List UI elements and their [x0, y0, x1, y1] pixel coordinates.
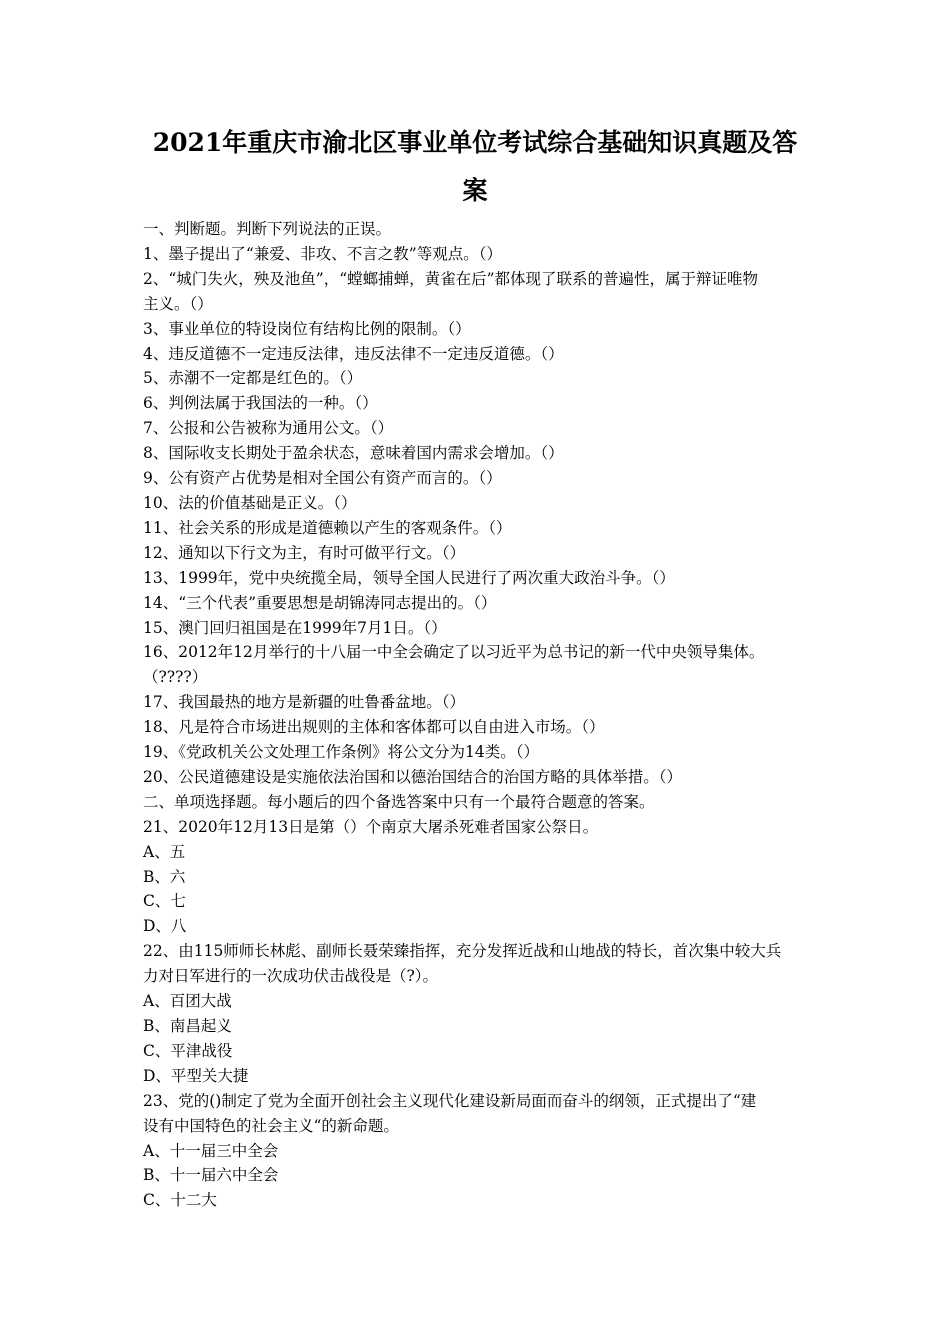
text-line: 21、2020年12月13日是第（）个南京大屠杀死难者国家公祭日。: [143, 817, 599, 836]
text-line: 4、违反道德不一定违反法律，违反法律不一定违反道德。（）: [143, 344, 564, 363]
text-line: 设有中国特色的社会主义“的新命题。: [143, 1116, 399, 1135]
text-line: 20、公民道德建设是实施依法治国和以德治国结合的治国方略的具体举措。（）: [143, 767, 682, 786]
text-line: 主义。（）: [143, 294, 213, 313]
text-line: 6、判例法属于我国法的一种。（）: [143, 394, 378, 413]
text-line: B、南昌起义: [143, 1017, 232, 1035]
text-line: D、八: [143, 917, 187, 936]
document-title-line-2: 案: [462, 176, 488, 205]
text-line: 5、赤潮不一定都是红色的。（）: [143, 369, 363, 388]
text-line: 22、由115师师长林彪、副师长聂荣臻指挥，充分发挥近战和山地战的特长，首次集中较大兵: [143, 942, 782, 961]
text-line: 一、判断题。判断下列说法的正误。: [143, 220, 392, 238]
text-line: A、十一届三中全会: [143, 1141, 279, 1160]
text-line: B、十一届六中全会: [143, 1166, 279, 1185]
text-line: 9、公有资产占优势是相对全国公有资产而言的。（）: [143, 469, 502, 488]
text-line: C、七: [143, 892, 186, 911]
text-line: 14、“三个代表”重要思想是胡锦涛同志提出的。（）: [143, 593, 497, 612]
text-line: 16、2012年12月举行的十八届一中全会确定了以习近平为总书记的新一代中央领导集体。: [143, 643, 765, 662]
text-line: 12、通知以下行文为主，有时可做平行文。（）: [143, 543, 465, 562]
text-line: 2、“城门失火，殃及池鱼”，“螳螂捕蝉，黄雀在后”都体现了联系的普遍性，属于辩证唯物: [143, 269, 759, 288]
text-line: A、百团大战: [143, 992, 232, 1011]
text-line: A、五: [143, 842, 186, 861]
text-line: D、平型关大捷: [143, 1066, 249, 1085]
text-line: B、六: [143, 867, 186, 886]
text-line: 二、单项选择题。每小题后的四个备选答案中只有一个最符合题意的答案。: [143, 792, 655, 811]
text-line: （????）: [143, 668, 208, 687]
text-line: C、十二大: [143, 1191, 217, 1210]
document-title-line-1: 2021年重庆市渝北区事业单位考试综合基础知识真题及答: [152, 128, 798, 157]
text-line: 19、《党政机关公文处理工作条例》将公文分为14类。（）: [143, 743, 539, 762]
text-line: 23、党的()制定了党为全面开创社会主义现代化建设新局面而奋斗的纲领，正式提出了“建: [143, 1091, 757, 1110]
text-line: 10、法的价值基础是正义。（）: [143, 493, 357, 512]
text-line: 8、国际收支长期处于盈余状态，意味着国内需求会增加。（）: [143, 444, 564, 463]
text-line: 1、墨子提出了“兼爱、非攻、不言之教”等观点。（）: [143, 244, 502, 263]
text-line: C、平津战役: [143, 1041, 233, 1060]
text-line: 3、事业单位的特设岗位有结构比例的限制。（）: [143, 319, 471, 338]
text-line: 11、社会关系的形成是道德赖以产生的客观条件。（）: [143, 518, 512, 537]
text-line: 15、澳门回归祖国是在1999年7月1日。（）: [143, 618, 447, 637]
document-body: [143, 217, 813, 1213]
text-line: 7、公报和公告被称为通用公文。（）: [143, 419, 394, 438]
text-line: 18、凡是符合市场进出规则的主体和客体都可以自由进入市场。（）: [143, 718, 605, 737]
text-line: 17、我国最热的地方是新疆的吐鲁番盆地。（）: [143, 693, 465, 712]
text-line: 13、1999年，党中央统揽全局，领导全国人民进行了两次重大政治斗争。（）: [143, 568, 675, 587]
text-line: 力对日军进行的一次成功伏击战役是（?）。: [143, 967, 439, 986]
